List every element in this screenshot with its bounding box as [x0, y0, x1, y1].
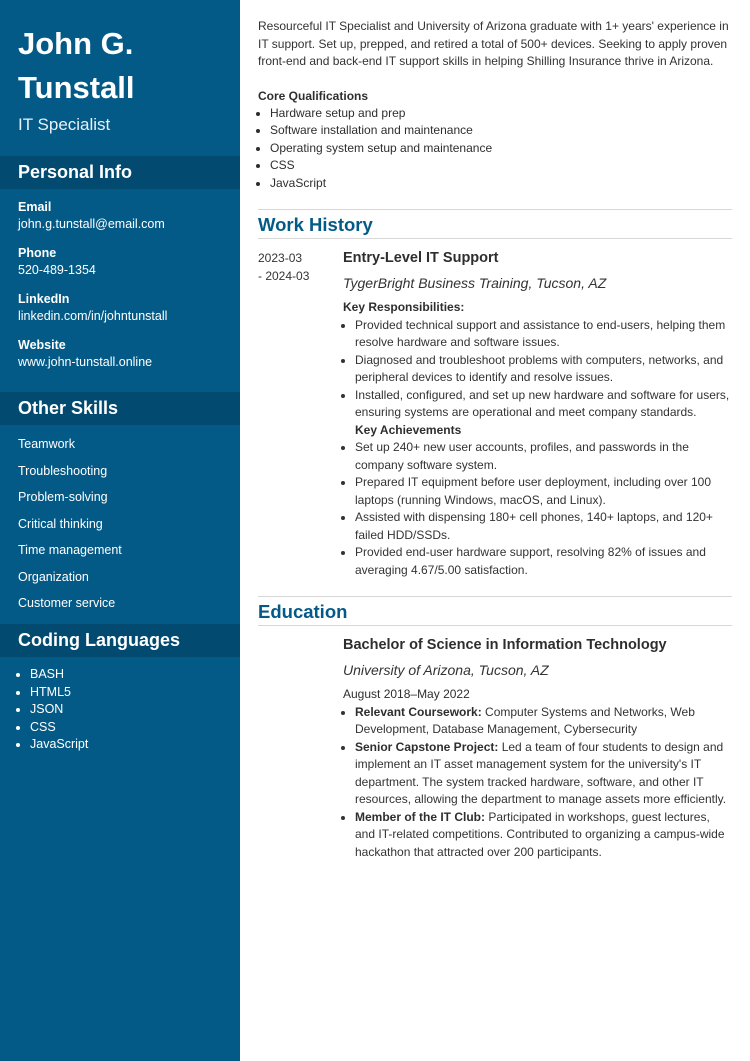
education-dates: August 2018–May 2022	[343, 687, 470, 701]
skill-item: Critical thinking	[18, 516, 103, 531]
highlight-label: Relevant Coursework:	[355, 704, 482, 719]
achievement-item: • Set up 240+ new user accounts, profiles, and passwords in the company software system.	[355, 439, 732, 474]
responsibility-item: • Provided technical support and assistance to end-users, helping them resolve hardware and software issues.	[355, 317, 732, 352]
skill-item: Time management	[18, 543, 122, 557]
candidate-name	[0, 0, 240, 110]
work-job-title: Entry-Level IT Support	[343, 250, 499, 266]
personal-info	[0, 189, 240, 371]
email-value: john.g.tunstall@email.com	[18, 217, 165, 231]
qualification-item: • Operating system setup and maintenance	[270, 140, 732, 158]
achievements-heading: Key Achievements	[355, 422, 462, 437]
work-history-heading: Work History	[258, 209, 732, 239]
core-qualifications-list	[258, 105, 732, 193]
education-highlights-list	[343, 704, 732, 862]
education-highlight-item	[355, 739, 732, 809]
education-date-column	[258, 636, 343, 861]
coding-language-item: • BASH	[30, 666, 222, 684]
highlight-label: Member of the IT Club:	[355, 809, 485, 824]
linkedin-value: linkedin.com/in/johntunstall	[18, 309, 168, 323]
other-skills-heading: Other Skills	[0, 392, 240, 425]
linkedin-label: LinkedIn	[18, 292, 70, 306]
phone-label: Phone	[18, 246, 57, 260]
education-highlight-item	[355, 704, 732, 739]
core-qualifications-heading: Core Qualifications	[258, 88, 369, 103]
coding-language-item: • JavaScript	[30, 736, 222, 754]
responsibility-item: • Installed, configured, and set up new hardware and software for users, ensuring systems are operational and meet company standards.	[355, 387, 732, 422]
website-label: Website	[18, 338, 66, 352]
phone-item	[18, 245, 222, 279]
education-heading: Education	[258, 596, 732, 626]
work-employer: TygerBright Business Training, Tucson, AZ	[343, 275, 607, 291]
responsibilities-list	[343, 317, 732, 422]
responsibilities-heading: Key Responsibilities:	[343, 300, 465, 314]
coding-language-item: • CSS	[30, 719, 222, 737]
achievement-item: • Prepared IT equipment before user deployment, including over 100 laptops (running Windows, macOS, and Linux).	[355, 474, 732, 509]
qualification-item: • CSS	[270, 157, 732, 175]
phone-value: 520-489-1354	[18, 263, 96, 277]
email-label: Email	[18, 200, 52, 214]
education-details	[343, 636, 732, 861]
name-line-1: John G.	[18, 26, 134, 61]
skill-item: Troubleshooting	[18, 463, 108, 478]
sidebar	[0, 0, 240, 1061]
skill-item: Teamwork	[18, 437, 75, 451]
work-entry	[258, 249, 732, 579]
website-item	[18, 337, 222, 371]
degree-title: Bachelor of Science in Information Technology	[343, 637, 667, 653]
school-name: University of Arizona, Tucson, AZ	[343, 662, 549, 678]
name-line-2: Tunstall	[18, 70, 135, 105]
personal-info-heading: Personal Info	[0, 156, 240, 189]
skill-item: Problem-solving	[18, 490, 108, 504]
website-value: www.john-tunstall.online	[18, 355, 153, 369]
other-skills-list	[0, 425, 240, 612]
achievement-item: • Assisted with dispensing 180+ cell phones, 140+ laptops, and 120+ failed HDD/SSDs.	[355, 509, 732, 544]
education-entry	[258, 636, 732, 861]
highlight-label: Senior Capstone Project:	[355, 739, 499, 754]
job-title: IT Specialist	[18, 115, 111, 134]
coding-language-item: • JSON	[30, 701, 222, 719]
qualification-item: • JavaScript	[270, 175, 732, 193]
qualification-item: • Software installation and maintenance	[270, 122, 732, 140]
work-date-end: - 2024-03	[258, 268, 310, 283]
skill-item: Organization	[18, 569, 89, 584]
highlight-text: Participated in workshops, guest lectures, and IT-related competitions. Contributed to organizing a campus-wide hackathon that attracted over 200 participants.	[355, 809, 725, 859]
email-item	[18, 199, 222, 233]
achievements-list	[343, 439, 732, 579]
linkedin-item	[18, 291, 222, 325]
responsibility-item: • Diagnosed and troubleshoot problems with computers, networks, and peripheral devices to identify and resolve issues.	[355, 352, 732, 387]
highlight-text: Computer Systems and Networks, Web Development, Database Management, Cybersecurity	[355, 704, 695, 736]
coding-languages-heading: Coding Languages	[0, 624, 240, 657]
coding-language-item: • HTML5	[30, 684, 222, 702]
professional-summary: Resourceful IT Specialist and University of Arizona graduate with 1+ years' experience in IT support. Set up, prepped, and retired a total of 500+ devices. Seeking to apply proven front-end and back-end IT support skills in helping Shilling Insurance thrive in Arizona.	[258, 19, 729, 68]
qualification-item: • Hardware setup and prep	[270, 105, 732, 123]
highlight-text: Led a team of four students to design and implement an IT asset management system for the university's IT department. The system tracked hardware, software, and other IT resources, allowing the department to manage assets more efficiently.	[355, 739, 727, 806]
work-date-start: 2023-03	[258, 251, 303, 265]
main-content	[258, 18, 732, 861]
achievement-item: • Provided end-user hardware support, resolving 82% of issues and averaging 4.67/5.00 satisfaction.	[355, 544, 732, 579]
work-dates	[258, 249, 343, 579]
coding-languages-list	[0, 657, 240, 754]
work-details	[343, 249, 732, 579]
skill-item: Customer service	[18, 596, 116, 610]
education-highlight-item	[355, 809, 732, 862]
